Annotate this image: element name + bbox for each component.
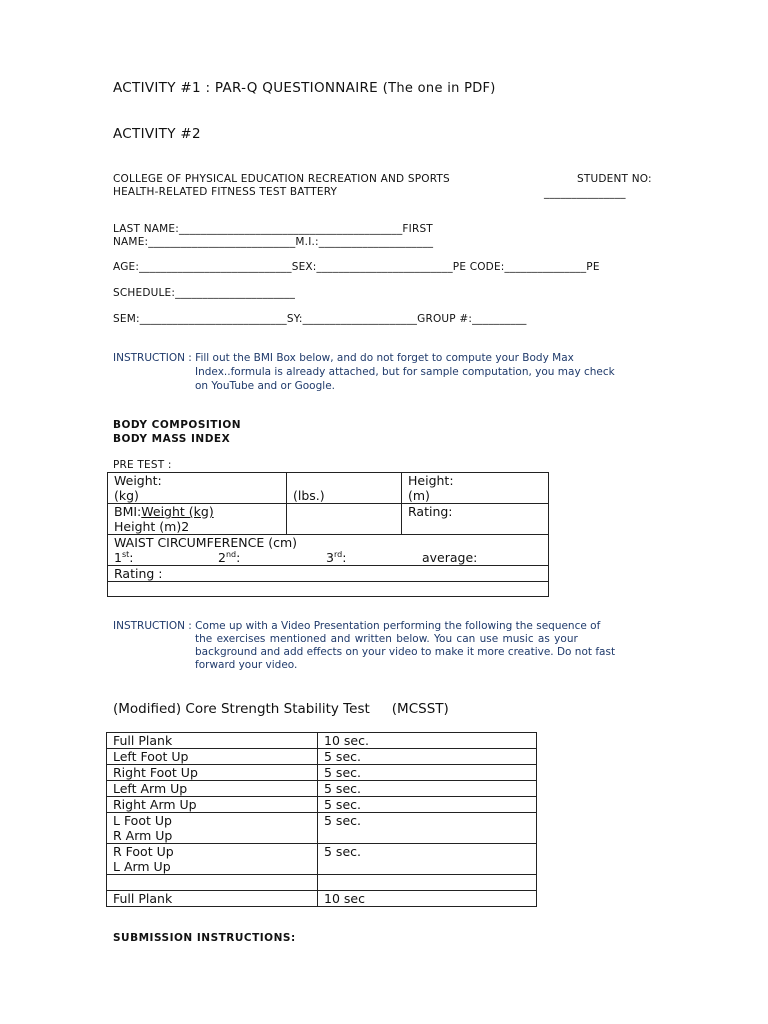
lbs-cell: (lbs.): [287, 473, 402, 504]
table-row: Left Arm Up 5 sec.: [107, 781, 537, 797]
instruction1-line1: INSTRUCTION : Fill out the BMI Box below, and do not forget to compute your Body Max: [113, 352, 574, 364]
sem-line: SEM:___________________________SY:_____________________GROUP #:__________: [113, 313, 527, 325]
instruction2-line3: background and add effects on your video to make it more creative. Do not fast: [195, 646, 616, 658]
pre-test-label: PRE TEST :: [113, 459, 172, 471]
bmi-row-weight: [108, 473, 549, 504]
waist-cell: WAIST CIRCUMFERENCE (cm) 1st: 2nd: 3rd: average:: [108, 535, 549, 566]
age-sex-line: AGE:____________________________SEX:_________________________PE CODE:_______________PE: [113, 261, 600, 273]
bmi-value-cell: [287, 504, 402, 535]
bmi-row-formula: [108, 504, 549, 535]
mcsst-title: (Modified) Core Strength Stability Test (MCSST): [113, 701, 449, 717]
student-no-line: _______________: [544, 187, 626, 199]
instruction2-line2: the exercises mentioned and written below. You can use music as your: [195, 633, 578, 645]
college-name: COLLEGE OF PHYSICAL EDUCATION RECREATION AND SPORTS: [113, 173, 450, 185]
schedule-line: SCHEDULE:______________________: [113, 287, 296, 299]
instruction2-line1: INSTRUCTION : Come up with a Video Presentation performing the following the sequence of: [113, 620, 601, 632]
instruction1-line2: Index..formula is already attached, but for sample computation, you may check: [195, 366, 615, 378]
submission-heading: SUBMISSION INSTRUCTIONS:: [113, 932, 296, 944]
bmi-table: [107, 472, 549, 597]
table-row: [107, 875, 537, 891]
bmi-heading: BODY MASS INDEX: [113, 433, 231, 445]
table-row: Full Plank 10 sec: [107, 891, 537, 907]
bmi-row-rating: [108, 566, 549, 582]
bmi-formula-cell: BMI:Weight (kg) Height (m)2: [108, 504, 287, 535]
table-row: Right Foot Up 5 sec.: [107, 765, 537, 781]
table-row: L Foot Up R Arm Up 5 sec.: [107, 813, 537, 844]
table-row: Right Arm Up 5 sec.: [107, 797, 537, 813]
table-row: R Foot Up L Arm Up 5 sec.: [107, 844, 537, 875]
weight-cell: Weight: (kg): [108, 473, 287, 504]
body-composition-heading: BODY COMPOSITION: [113, 419, 242, 431]
rating-cell: Rating:: [402, 504, 549, 535]
rating2-cell: Rating :: [108, 566, 549, 582]
activity1-heading: ACTIVITY #1 : PAR-Q QUESTIONNAIRE (The one in PDF): [113, 80, 496, 96]
activity2-heading: ACTIVITY #2: [113, 126, 201, 142]
height-cell: Height: (m): [402, 473, 549, 504]
name-mi-line: NAME:___________________________M.I.:_____________________: [113, 236, 434, 248]
battery-name: HEALTH-RELATED FITNESS TEST BATTERY: [113, 186, 338, 198]
bmi-row-waist: [108, 535, 549, 566]
instruction1-line3: on YouTube and or Google.: [195, 380, 335, 392]
instruction2-line4: forward your video.: [195, 659, 298, 671]
student-no-label: STUDENT NO:: [577, 173, 652, 185]
bmi-row-empty: [108, 582, 549, 597]
table-row: Full Plank 10 sec.: [107, 733, 537, 749]
mcsst-table: [106, 732, 537, 907]
table-row: Left Foot Up 5 sec.: [107, 749, 537, 765]
last-name-line: LAST NAME:_________________________________________FIRST: [113, 223, 433, 235]
